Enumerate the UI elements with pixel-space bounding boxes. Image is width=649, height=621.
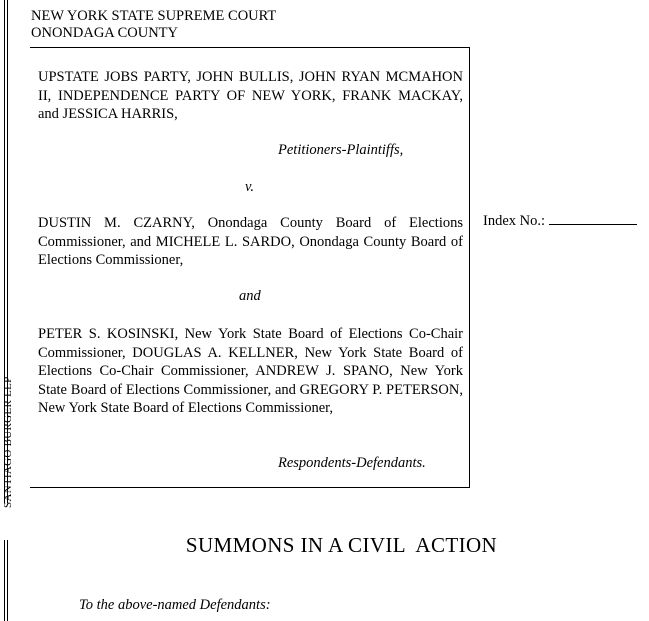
document-title: SUMMONS IN A CIVIL ACTION [185,533,498,557]
respondents-role: Respondents-Defendants. [278,455,426,471]
index-number-blank[interactable] [549,212,637,225]
index-number [483,212,637,230]
court-name: NEW YORK STATE SUPREME COURT [31,8,277,24]
firm-name-vertical: SANTIAGO BURGER LLP [2,376,14,508]
county-name: ONONDAGA COUNTY [31,25,179,41]
salutation: To the above-named Defendants: [79,597,271,613]
index-label: Index No.: [483,213,546,229]
petitioners-names: UPSTATE JOBS PARTY, JOHN BULLIS, JOHN RYAN MCMAHON II, INDEPENDENCE PARTY OF NEW YORK, FRANK MACKAY, and JESSICA HARRIS, [38,69,463,122]
respondents-state: PETER S. KOSINSKI, New York State Board of Elections Co-Chair Commissioner, DOUGLAS A. KELLNER, New York State Board of Elections Co-Chair Commissioner, ANDREW J. SPANO, New York State Board of Elections Commissioner, and GREGORY P. PETERSON, New York State Board of Elections Commissioner, [38,326,463,416]
court-heading [31,8,276,42]
versus: v. [245,179,254,195]
petitioners-role: Petitioners-Plaintiffs, [278,142,404,158]
respondents-county: DUSTIN M. CZARNY, Onondaga County Board of Elections Commissioner, and MICHELE L. SARDO, Onondaga County Board of Elections Commissioner, [38,215,463,268]
and-separator: and [239,288,261,304]
